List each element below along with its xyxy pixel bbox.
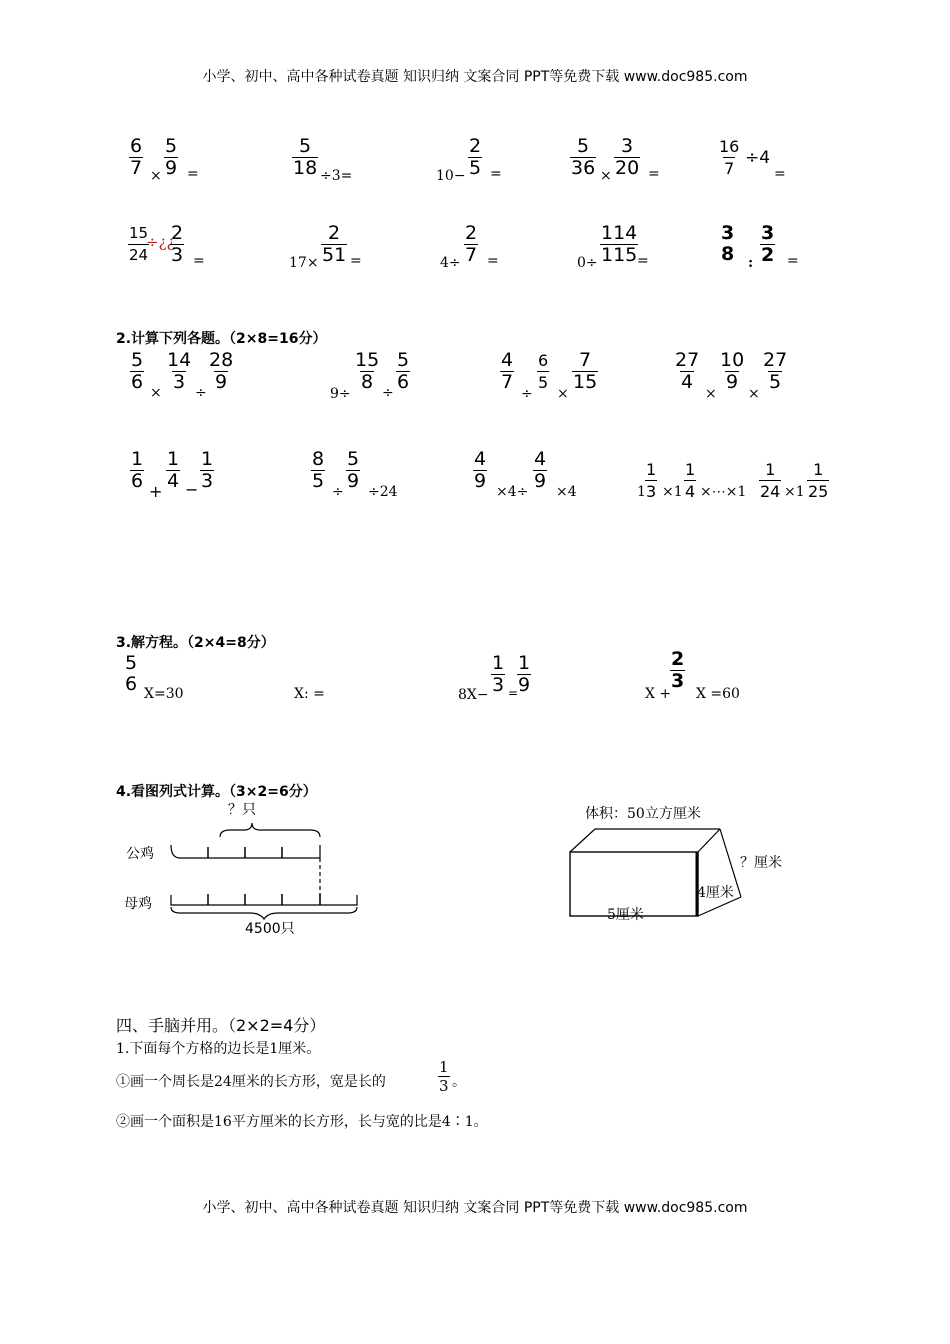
fraction: $\frac{8}{5}$ <box>312 448 325 492</box>
section-four-title: 四、手脑并用。（2×2=4分） <box>116 1016 326 1035</box>
width-label: 4厘米 <box>697 885 734 901</box>
hen-label: 母鸡 <box>124 896 152 912</box>
fraction: $\frac{2}{3}$ <box>171 222 184 266</box>
fraction: $\frac{4}{7}$ <box>501 349 514 393</box>
fraction: $\frac{1}{24}$ <box>760 460 781 501</box>
fraction: $\frac{16}{7}$ <box>719 137 740 178</box>
fraction: $\frac{4}{9}$ <box>474 448 487 492</box>
fraction: $\frac{3}{20}$ <box>615 135 640 179</box>
section-3-title: 3.解方程。（2×4=8分） <box>116 635 275 651</box>
fraction: $\frac{1}{3}$ <box>439 1058 449 1095</box>
section4-q1: 1.下面每个方格的边长是1厘米。 <box>116 1041 321 1057</box>
fraction: $\frac{4}{9}$ <box>534 448 547 492</box>
volume-label: 体积：50立方厘米 <box>585 806 701 822</box>
section4-q1b: ②画一个面积是16平方厘米的长方形，长与宽的比是4∶1。 <box>116 1114 488 1130</box>
fraction: $\frac{1}{6}$ <box>131 448 144 492</box>
fraction: $\frac{6}{5}$ <box>538 351 549 392</box>
top-brace <box>220 823 320 837</box>
fraction: $\frac{5}{18}$ <box>293 135 318 179</box>
segment-diagram <box>160 815 370 925</box>
fraction: $\frac{5}{6}$ <box>397 349 410 393</box>
fraction: $\frac{3}{2}$ <box>761 222 775 266</box>
fraction: $\frac{28}{9}$ <box>209 349 234 393</box>
fraction: $\frac{5}{6}$ <box>131 349 144 393</box>
hen-bar <box>171 895 357 905</box>
p3-b: X: = <box>294 686 325 702</box>
question-label: ？只 <box>228 802 256 818</box>
fraction: $\frac{1}{3}$ <box>492 652 505 696</box>
fraction: $\frac{5}{36}$ <box>571 135 596 179</box>
fraction: $\frac{14}{3}$ <box>167 349 192 393</box>
page-header: 小学、初中、高中各种试卷真题 知识归纳 文案合同 PPT等免费下载 www.doc985.com <box>202 69 748 85</box>
fraction: $\frac{1}{4}$ <box>685 460 696 501</box>
fraction: $\frac{7}{15}$ <box>573 349 598 393</box>
fraction: $\frac{10}{9}$ <box>720 349 745 393</box>
fraction: 5 6 <box>125 652 138 695</box>
fraction: 3 8 <box>721 222 735 265</box>
fraction: $\frac{1}{3}$ <box>201 448 214 492</box>
cuboid-diagram <box>565 825 745 920</box>
length-label: 5厘米 <box>607 907 644 923</box>
fraction: $\frac{27}{5}$ <box>763 349 788 393</box>
fraction: $\frac{6}{7}$ <box>130 135 143 179</box>
section4-q1a: ①画一个周长是24厘米的长方形，宽是长的 <box>116 1074 386 1090</box>
fraction: $\frac{27}{4}$ <box>675 349 700 393</box>
fraction: $\frac{1}{9}$ <box>518 652 531 696</box>
fraction: $\frac{15}{8}$ <box>355 349 380 393</box>
fraction: $\frac{5}{9}$ <box>165 135 178 179</box>
fraction: $\frac{15}{24}$ <box>129 224 149 264</box>
fraction: $\frac{114}{115}$ <box>601 222 638 266</box>
fraction: $\frac{2}{51}$ <box>322 222 347 266</box>
bottom-brace <box>171 907 357 919</box>
total-label: 4500只 <box>245 921 295 937</box>
page-footer: 小学、初中、高中各种试卷真题 知识归纳 文案合同 PPT等免费下载 www.doc985.com <box>202 1200 748 1216</box>
fraction: $\frac{1}{3}$ <box>646 460 657 501</box>
fraction: $\frac{2}{5}$ <box>469 135 482 179</box>
fraction: $\frac{2}{3}$ <box>671 648 685 692</box>
fraction: $\frac{1}{25}$ <box>808 460 829 501</box>
section-2-title: 2.计算下列各题。（2×8=16分） <box>116 331 327 347</box>
height-label: ？厘米 <box>740 855 782 871</box>
section-4-title: 4.看图列式计算。（3×2=6分） <box>116 784 317 800</box>
rooster-label: 公鸡 <box>126 846 154 862</box>
fraction: $\frac{5}{9}$ <box>347 448 360 492</box>
fraction: $\frac{2}{7}$ <box>465 222 478 266</box>
fraction: $\frac{1}{4}$ <box>167 448 180 492</box>
